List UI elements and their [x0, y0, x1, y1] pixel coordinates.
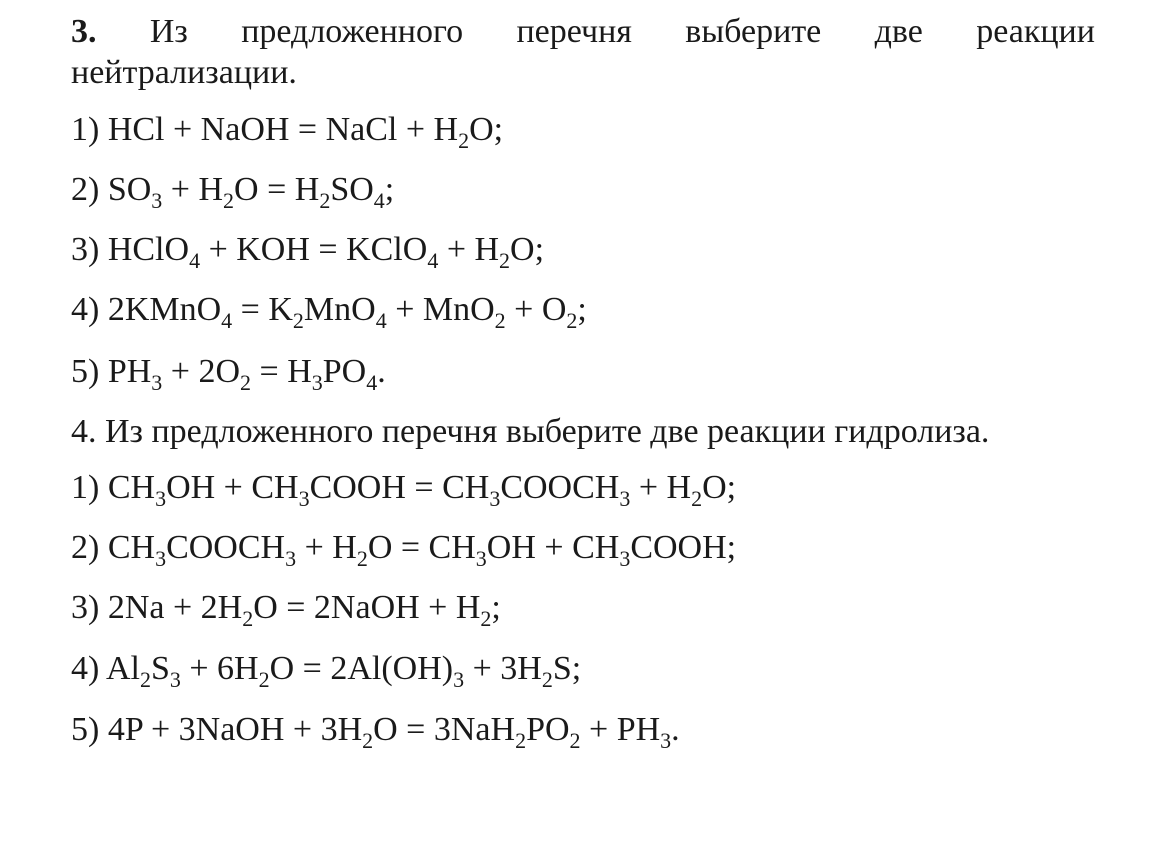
formula-text: = H: [251, 353, 312, 390]
formula-text: COOH = CH: [309, 469, 490, 506]
task3-option-2: [71, 170, 395, 213]
formula-text: O = 2NaOH + H: [253, 589, 481, 626]
formula-subscript: 2: [691, 486, 703, 511]
formula-text: + 6H: [180, 650, 259, 687]
formula-subscript: 3: [453, 667, 465, 692]
formula-subscript: 3: [489, 486, 501, 511]
formula-subscript: 3: [285, 546, 297, 571]
formula-text: O = 2Al(OH): [269, 650, 454, 687]
formula-subscript: 4: [373, 188, 385, 213]
formula-subscript: 2: [541, 667, 553, 692]
formula-text: + 3H: [464, 650, 542, 687]
formula-subscript: 4: [221, 308, 233, 333]
formula-text: COOCH: [500, 469, 620, 506]
formula-subscript: 2: [292, 308, 304, 333]
formula-text: 5) 4P + 3NaOH + 3H: [71, 711, 363, 748]
formula-subscript: 4: [189, 248, 201, 273]
formula-subscript: 2: [499, 248, 511, 273]
formula-text: + 2O: [162, 353, 241, 390]
formula-subscript: 3: [151, 370, 163, 395]
formula-text: OH + CH: [166, 469, 299, 506]
formula-subscript: 3: [311, 370, 323, 395]
formula-subscript: 3: [155, 486, 167, 511]
formula-text: 3) 2Na + 2H: [71, 589, 243, 626]
formula-subscript: 3: [151, 188, 163, 213]
task4-heading: 4. Из предложенного перечня выберите две реакции гидролиза.: [71, 413, 990, 450]
formula-subscript: 2: [319, 188, 331, 213]
formula-text: ;: [577, 291, 587, 328]
formula-subscript: 4: [366, 370, 378, 395]
formula-subscript: 2: [258, 667, 270, 692]
task3-heading-line1: [71, 12, 1095, 52]
formula-subscript: 2: [569, 728, 581, 753]
formula-subscript: 2: [480, 606, 492, 631]
task4-option-3: [71, 588, 501, 631]
formula-subscript: 3: [619, 486, 631, 511]
formula-text: PO: [322, 353, 367, 390]
task3-heading-word: реакции: [976, 13, 1095, 50]
task3-heading-word: две: [874, 13, 923, 50]
formula-subscript: 4: [427, 248, 439, 273]
formula-text: COOCH: [166, 529, 286, 566]
formula-subscript: 2: [362, 728, 374, 753]
formula-text: .: [671, 711, 680, 748]
formula-text: O;: [702, 469, 737, 506]
formula-text: COOH;: [630, 529, 737, 566]
task3-option-1: [71, 110, 504, 153]
formula-text: OH + CH: [486, 529, 620, 566]
formula-text: S;: [552, 650, 582, 687]
formula-text: = K: [232, 291, 293, 328]
formula-subscript: 3: [475, 546, 487, 571]
formula-text: 5) PH: [71, 353, 152, 390]
formula-subscript: 3: [169, 667, 181, 692]
formula-subscript: 4: [375, 308, 387, 333]
task3-option-3: [71, 230, 545, 273]
formula-subscript: 3: [155, 546, 167, 571]
formula-text: 1) HCl + NaOH = NaCl + H: [71, 111, 459, 148]
formula-text: MnO: [303, 291, 376, 328]
formula-text: 2) SO: [71, 171, 152, 208]
task3-option-5: [71, 352, 386, 395]
formula-text: 4) 2KMnO: [71, 291, 222, 328]
formula-subscript: 3: [619, 546, 631, 571]
task3-number: 3.: [71, 13, 97, 50]
formula-subscript: 2: [240, 370, 252, 395]
task3-heading-word: Из: [149, 13, 188, 50]
formula-text: + H: [438, 231, 500, 268]
formula-text: O = CH: [367, 529, 476, 566]
formula-subscript: 2: [494, 308, 506, 333]
formula-text: O = H: [234, 171, 320, 208]
task4-option-4: [71, 649, 582, 692]
formula-text: O;: [469, 111, 504, 148]
formula-text: ;: [384, 171, 395, 208]
formula-text: + PH: [580, 711, 661, 748]
formula-text: + KOH = KClO: [200, 231, 428, 268]
task3-heading-word: перечня: [516, 13, 632, 50]
task4-option-2: [71, 528, 737, 571]
formula-text: .: [377, 353, 386, 390]
formula-text: + H: [162, 171, 224, 208]
task3-option-4: [71, 290, 587, 333]
formula-subscript: 2: [223, 188, 235, 213]
formula-text: S: [150, 650, 170, 687]
formula-text: SO: [330, 171, 374, 208]
formula-subscript: 2: [515, 728, 527, 753]
formula-text: 2) CH: [71, 529, 156, 566]
task4-option-1: [71, 468, 737, 511]
formula-subscript: 2: [356, 546, 368, 571]
formula-text: + O: [505, 291, 567, 328]
formula-text: 4) Al: [71, 650, 140, 687]
task3-heading-line2: нейтрализации.: [71, 54, 297, 91]
formula-subscript: 3: [298, 486, 310, 511]
formula-subscript: 2: [458, 128, 470, 153]
formula-text: + H: [296, 529, 357, 566]
formula-subscript: 3: [660, 728, 672, 753]
formula-subscript: 2: [139, 667, 151, 692]
formula-text: + MnO: [386, 291, 495, 328]
formula-text: 1) CH: [71, 469, 156, 506]
task3-heading-word: выберите: [685, 13, 822, 50]
formula-subscript: 2: [566, 308, 578, 333]
formula-text: O = 3NaH: [373, 711, 516, 748]
formula-text: PO: [526, 711, 570, 748]
task3-heading-word: предложенного: [241, 13, 464, 50]
formula-text: ;: [491, 589, 501, 626]
formula-text: O;: [510, 231, 545, 268]
formula-text: 3) HClO: [71, 231, 190, 268]
task4-option-5: [71, 710, 680, 753]
formula-subscript: 2: [242, 606, 254, 631]
formula-text: + H: [630, 469, 692, 506]
